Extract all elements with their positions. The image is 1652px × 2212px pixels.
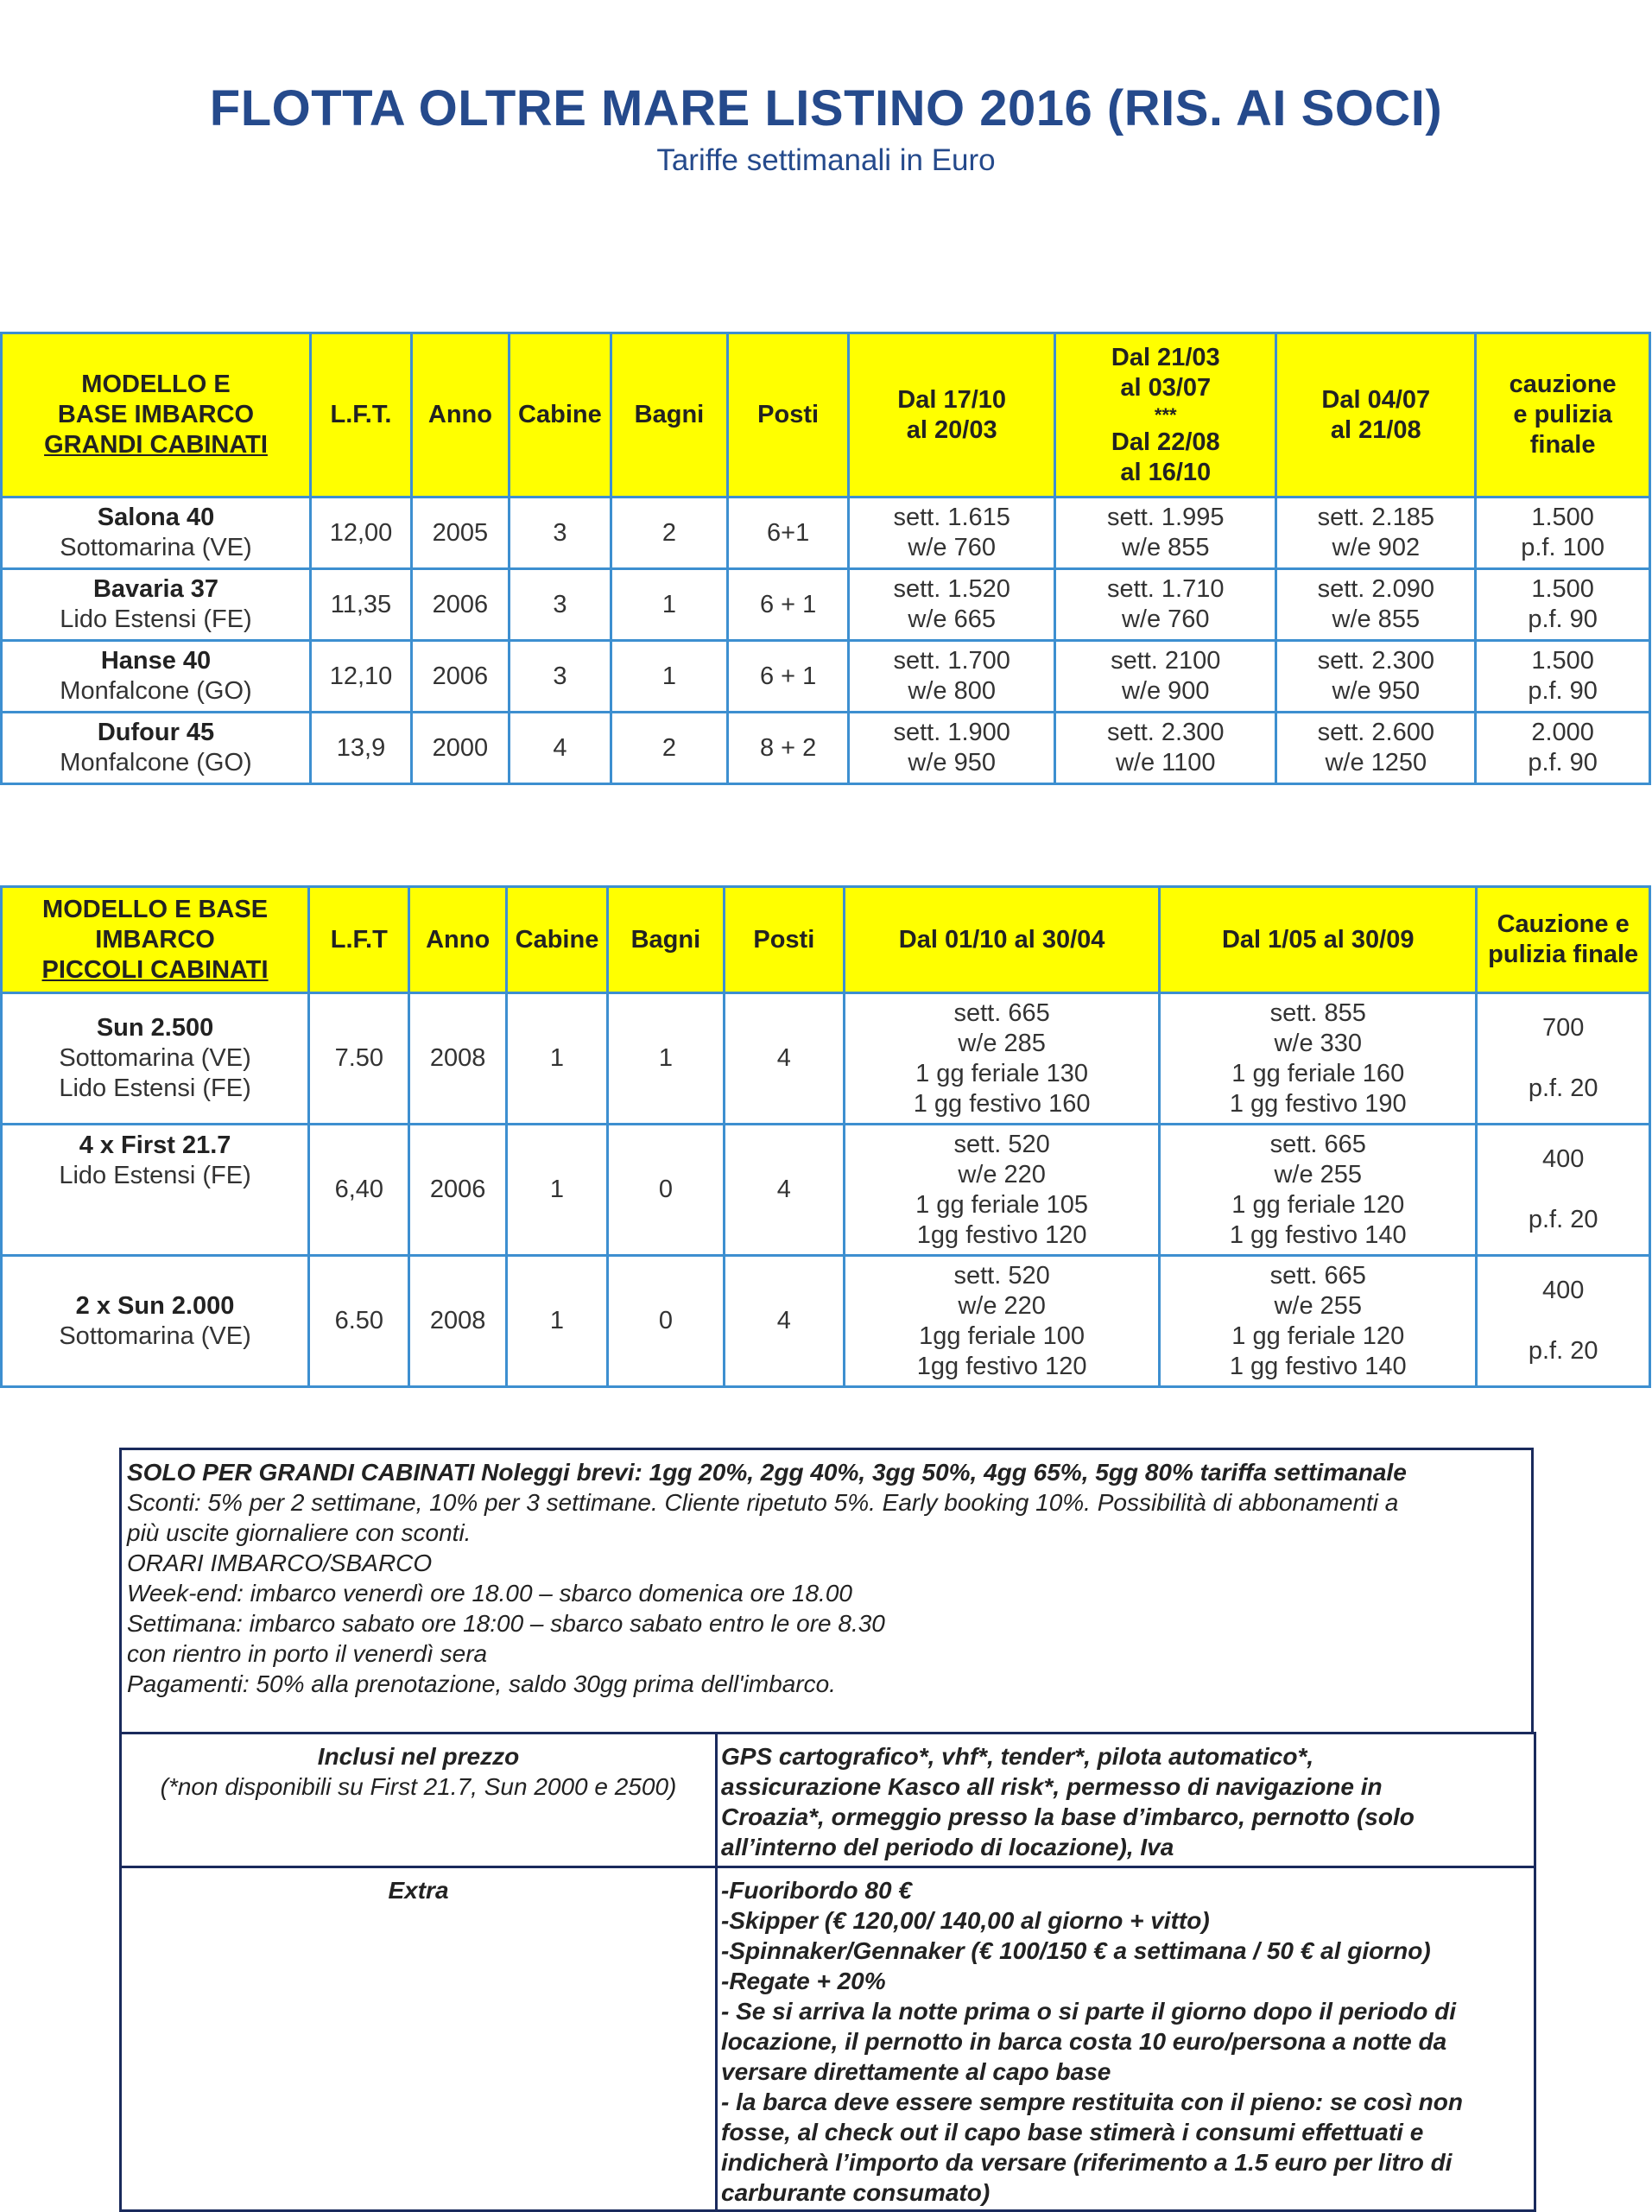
header-deposit: Cauzione e pulizia finale [1477, 887, 1650, 993]
price-cell: sett. 1.900 w/e 950 [849, 713, 1055, 784]
lft-cell: 12,10 [311, 641, 412, 713]
posti-cell: 6+1 [728, 498, 849, 569]
header-bagni: Bagni [608, 887, 724, 993]
conditions-notes [119, 1448, 1534, 1734]
model-cell: Dufour 45 Monfalcone (GO) [2, 713, 311, 784]
bagni-cell: 2 [611, 713, 727, 784]
table-row [2, 641, 1650, 713]
lft-cell: 7.50 [309, 993, 409, 1125]
header-posti: Posti [728, 333, 849, 498]
price-cell: sett. 855 w/e 330 1 gg feriale 160 1 gg festivo 190 [1160, 993, 1477, 1125]
model-cell: Salona 40 Sottomarina (VE) [2, 498, 311, 569]
grandi-cabinati-table [0, 332, 1651, 785]
price-cell: sett. 2.090 w/e 855 [1276, 569, 1476, 641]
posti-cell: 6 + 1 [728, 641, 849, 713]
notes-week-cont: con rientro in porto il venerdì sera [127, 1640, 488, 1667]
bagni-cell: 1 [608, 993, 724, 1125]
notes-discounts-cont: più uscite giornaliere con sconti. [127, 1519, 472, 1546]
notes-week: Settimana: imbarco sabato ore 18:00 – sbarco sabato entro le ore 8.30 [127, 1610, 885, 1637]
cabine-cell: 1 [506, 1256, 607, 1387]
cabine-cell: 1 [506, 993, 607, 1125]
cabine-cell: 3 [509, 569, 611, 641]
bagni-cell: 1 [611, 569, 727, 641]
header-posti: Posti [724, 887, 844, 993]
notes-discounts: Sconti: 5% per 2 settimane, 10% per 3 settimane. Cliente ripetuto 5%. Early booking 10%. Possibilità di abbonamenti a [127, 1489, 1399, 1516]
price-cell: sett. 1.520 w/e 665 [849, 569, 1055, 641]
table-row [2, 498, 1650, 569]
model-cell: Sun 2.500 Sottomarina (VE) Lido Estensi (FE) [2, 993, 309, 1125]
anno-cell: 2008 [409, 993, 506, 1125]
anno-cell: 2006 [411, 569, 509, 641]
model-cell: Bavaria 37 Lido Estensi (FE) [2, 569, 311, 641]
deposit-cell: 1.500 p.f. 100 [1476, 498, 1650, 569]
header-cabine: Cabine [506, 887, 607, 993]
deposit-cell: 2.000 p.f. 90 [1476, 713, 1650, 784]
model-cell: Hanse 40 Monfalcone (GO) [2, 641, 311, 713]
lft-cell: 11,35 [311, 569, 412, 641]
bagni-cell: 0 [608, 1256, 724, 1387]
anno-cell: 2008 [409, 1256, 506, 1387]
cabine-cell: 3 [509, 498, 611, 569]
table-row [2, 713, 1650, 784]
notes-short-rentals: SOLO PER GRANDI CABINATI Noleggi brevi: 1gg 20%, 2gg 40%, 3gg 50%, 4gg 65%, 5gg 80% tariffa settimanale [127, 1459, 1407, 1486]
lft-cell: 6.50 [309, 1256, 409, 1387]
cabine-cell: 3 [509, 641, 611, 713]
included-label-cell: Inclusi nel prezzo (*non disponibili su First 21.7, Sun 2000 e 2500) [121, 1733, 717, 1867]
header-period-2: Dal 1/05 al 30/09 [1160, 887, 1477, 993]
price-cell: sett. 1.700 w/e 800 [849, 641, 1055, 713]
posti-cell: 4 [724, 1125, 844, 1256]
cabine-cell: 1 [506, 1125, 607, 1256]
posti-cell: 4 [724, 1256, 844, 1387]
posti-cell: 8 + 2 [728, 713, 849, 784]
piccoli-cabinati-table [0, 885, 1651, 1388]
extra-label-cell: Extra [121, 1867, 717, 2211]
header-period-3: Dal 04/07 al 21/08 [1276, 333, 1476, 498]
notes-weekend: Week-end: imbarco venerdì ore 18.00 – sbarco domenica ore 18.00 [127, 1580, 852, 1607]
header-lft: L.F.T. [311, 333, 412, 498]
included-items-cell: GPS cartografico*, vhf*, tender*, pilota automatico*, assicurazione Kasco all risk*, permesso di navigazione in Croazia*, ormeggio presso la base d’imbarco, pernotto (solo all’interno del periodo di locazione), Iva [717, 1733, 1535, 1867]
price-cell: sett. 1.710 w/e 760 [1055, 569, 1276, 641]
deposit-cell: 400 p.f. 20 [1477, 1125, 1650, 1256]
table-row [2, 1256, 1650, 1387]
header-deposit: cauzione e pulizia finale [1476, 333, 1650, 498]
table-header-row [2, 333, 1650, 498]
header-cabine: Cabine [509, 333, 611, 498]
header-bagni: Bagni [611, 333, 727, 498]
lft-cell: 12,00 [311, 498, 412, 569]
table-row [2, 993, 1650, 1125]
price-cell: sett. 2.300 w/e 1100 [1055, 713, 1276, 784]
cabine-cell: 4 [509, 713, 611, 784]
lft-cell: 13,9 [311, 713, 412, 784]
anno-cell: 2006 [411, 641, 509, 713]
header-lft: L.F.T [309, 887, 409, 993]
price-cell: sett. 1.995 w/e 855 [1055, 498, 1276, 569]
included-extra-table [119, 1732, 1536, 2212]
header-period-1: Dal 17/10 al 20/03 [849, 333, 1055, 498]
price-cell: sett. 520 w/e 220 1gg feriale 100 1gg festivo 120 [845, 1256, 1160, 1387]
model-cell: 2 x Sun 2.000 Sottomarina (VE) [2, 1256, 309, 1387]
price-cell: sett. 665 w/e 285 1 gg feriale 130 1 gg festivo 160 [845, 993, 1160, 1125]
extra-row [121, 1867, 1535, 2211]
price-cell: sett. 520 w/e 220 1 gg feriale 105 1gg festivo 120 [845, 1125, 1160, 1256]
bagni-cell: 0 [608, 1125, 724, 1256]
header-period-2: Dal 21/03 al 03/07 *** Dal 22/08 al 16/10 [1055, 333, 1276, 498]
bagni-cell: 1 [611, 641, 727, 713]
table-row [2, 1125, 1650, 1256]
price-cell: sett. 2.300 w/e 950 [1276, 641, 1476, 713]
page-subtitle: Tariffe settimanali in Euro [656, 143, 996, 177]
notes-payments: Pagamenti: 50% alla prenotazione, saldo 30gg prima dell'imbarco. [127, 1670, 836, 1697]
price-cell: sett. 665 w/e 255 1 gg feriale 120 1 gg festivo 140 [1160, 1125, 1477, 1256]
deposit-cell: 1.500 p.f. 90 [1476, 569, 1650, 641]
price-cell: sett. 2.185 w/e 902 [1276, 498, 1476, 569]
page-title: FLOTTA OLTRE MARE LISTINO 2016 (RIS. AI SOCI) [209, 80, 1443, 136]
price-cell: sett. 1.615 w/e 760 [849, 498, 1055, 569]
bagni-cell: 2 [611, 498, 727, 569]
anno-cell: 2005 [411, 498, 509, 569]
price-cell: sett. 665 w/e 255 1 gg feriale 120 1 gg festivo 140 [1160, 1256, 1477, 1387]
posti-cell: 4 [724, 993, 844, 1125]
table-row [2, 569, 1650, 641]
deposit-cell: 400 p.f. 20 [1477, 1256, 1650, 1387]
header-period-1: Dal 01/10 al 30/04 [845, 887, 1160, 993]
header-model: MODELLO E BASE IMBARCO GRANDI CABINATI [2, 333, 311, 498]
posti-cell: 6 + 1 [728, 569, 849, 641]
notes-hours-title: ORARI IMBARCO/SBARCO [127, 1550, 433, 1576]
included-row [121, 1733, 1535, 1867]
header-model: MODELLO E BASE IMBARCO PICCOLI CABINATI [2, 887, 309, 993]
table-header-row [2, 887, 1650, 993]
header-anno: Anno [411, 333, 509, 498]
deposit-cell: 700 p.f. 20 [1477, 993, 1650, 1125]
deposit-cell: 1.500 p.f. 90 [1476, 641, 1650, 713]
anno-cell: 2000 [411, 713, 509, 784]
price-cell: sett. 2.600 w/e 1250 [1276, 713, 1476, 784]
header-anno: Anno [409, 887, 506, 993]
price-cell: sett. 2100 w/e 900 [1055, 641, 1276, 713]
extra-items-cell: -Fuoribordo 80 € -Skipper (€ 120,00/ 140,00 al giorno + vitto) -Spinnaker/Gennaker (€ 100/150 € a settimana / 50 € al giorno) -Regate + 20% - Se si arriva la notte prima o si parte il giorno dopo il periodo di locazione, il pernotto in barca costa 10 euro/persona a notte da versare direttamente al capo base - la barca deve essere sempre restituita con il pieno: se così non fosse, al check out il capo base stimerà i consumi effettuati e indicherà l’importo da versare (riferimento a 1.5 euro per litro di carburante consumato) [717, 1867, 1535, 2211]
lft-cell: 6,40 [309, 1125, 409, 1256]
anno-cell: 2006 [409, 1125, 506, 1256]
model-cell: 4 x First 21.7 Lido Estensi (FE) [2, 1125, 309, 1256]
